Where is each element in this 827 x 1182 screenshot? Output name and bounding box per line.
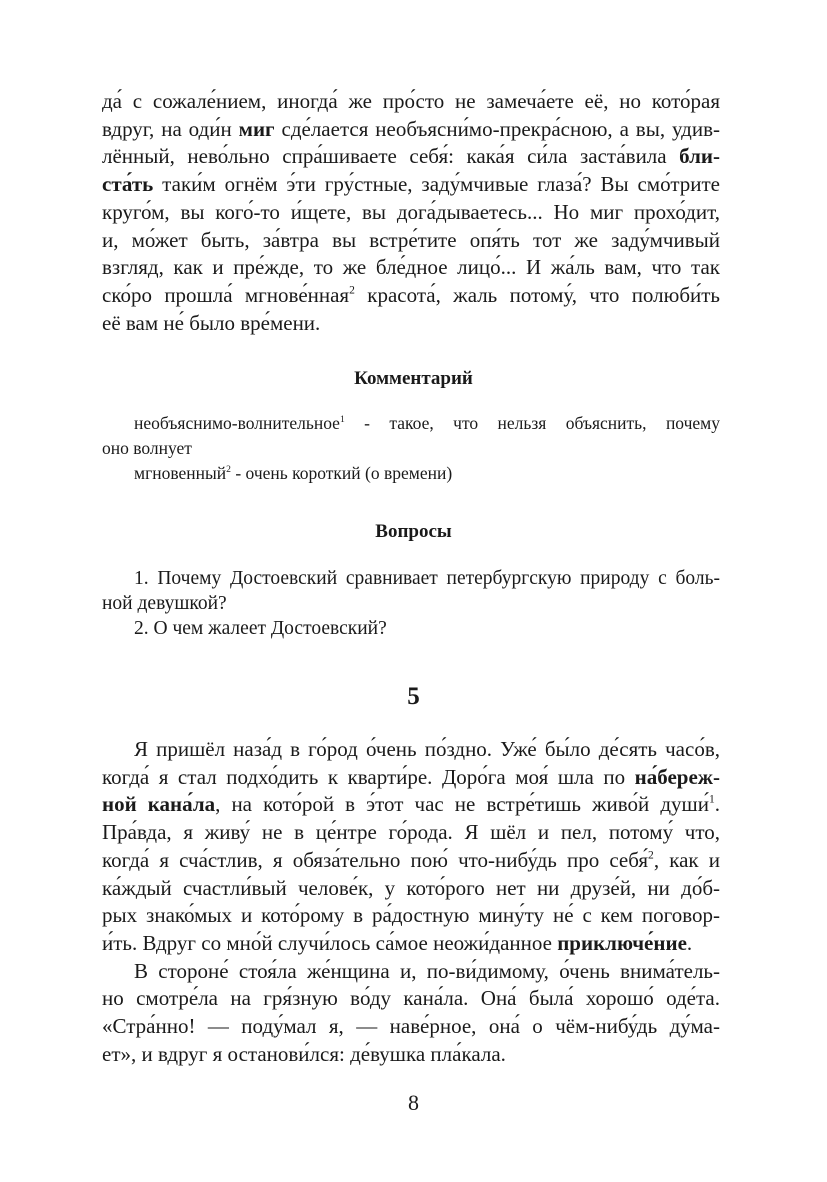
page-number: 8: [408, 1090, 419, 1115]
text-line: [102, 171, 720, 199]
text-run: , как и: [653, 847, 720, 872]
text-line: [102, 819, 720, 847]
text-line: [102, 847, 720, 875]
text-run: когда́ я стал подхо́дить к кварти́ре. Доро́га моя́ шла по: [102, 764, 635, 789]
footnote-mark: 2: [349, 284, 355, 297]
text-run: - такое, что нельзя объяснить, почему: [344, 413, 720, 433]
text-run: .: [714, 792, 720, 817]
text-run: , на кото́рой в э́тот час не встре́тишь живо́й души́: [215, 792, 709, 817]
text-run: таки́м огнём э́ти гру́стные, заду́мчивые глаза́? Вы смо́трите: [153, 172, 720, 197]
text-run: необъяснимо-волнительное: [134, 413, 340, 433]
text-run: круго́м, вы кого́-то и́щете, вы дога́дываетесь... Но миг прохо́дит,: [102, 199, 720, 224]
text-line: [102, 930, 720, 958]
text-run: взгляд, как и пре́жде, то же бле́дное лицо́... И жа́ль вам, что так: [102, 255, 720, 280]
text-line: [102, 591, 720, 616]
text-run: В стороне́ стоя́ла же́нщина и, по-ви́димому, о́чень внима́тель-: [134, 958, 720, 983]
footnote-mark: 1: [708, 793, 715, 806]
footnote-mark: 2: [226, 463, 231, 475]
questions-list: [102, 566, 720, 641]
bold-term: бли-: [679, 144, 720, 169]
text-line: [102, 116, 720, 144]
text-run: мгновенный: [134, 463, 227, 483]
text-run: .: [686, 930, 693, 955]
text-line: [102, 88, 720, 116]
text-line: [102, 310, 720, 338]
text-run: оно волнует: [102, 438, 192, 458]
text-run: 1. Почему Достоевский сравнивает петербургскую природу с боль-: [134, 568, 720, 589]
text-run: красота́, жаль потому́, что полюби́ть: [354, 282, 720, 307]
text-run: сде́лается необъясни́мо-прекра́сною, а вы, удив-: [274, 116, 720, 141]
text-line: [102, 902, 720, 930]
questions-heading: Вопросы: [375, 521, 452, 542]
text-run: Пра́вда, я живу́ не в це́нтре го́рода. Я шёл и пел, потому́ что,: [102, 820, 720, 845]
text-line: [102, 791, 720, 819]
text-line: [102, 1013, 720, 1041]
text-run: да́ с сожале́нием, иногда́ же про́сто не замеча́ете её, но кото́рая: [102, 89, 720, 113]
text-run: но смотре́ла на гря́зную во́ду кана́ла. Она́ была́ хорошо́ оде́та.: [102, 986, 720, 1011]
text-run: «Стра́нно! — поду́мал я, — наве́рное, она́ о чём-нибу́дь ду́ма-: [102, 1014, 720, 1039]
comments-list: [102, 411, 720, 486]
text-run: её вам не́ было вре́мени.: [102, 310, 321, 335]
text-line: [102, 1041, 720, 1069]
footnote-mark: 1: [339, 413, 345, 425]
text-line: [102, 985, 720, 1013]
text-line: [102, 875, 720, 903]
text-line: [102, 566, 720, 591]
bold-term: на́береж-: [634, 764, 720, 789]
text-line: [102, 282, 720, 310]
text-run: ет», и вдруг я останови́лся: де́вушка пла́кала.: [102, 1041, 506, 1066]
text-run: когда́ я сча́стлив, я обяза́тельно пою́ что-нибу́дь про себя́: [102, 847, 649, 872]
text-line: [102, 616, 720, 641]
text-line: [102, 254, 720, 282]
text-run: ка́ждый счастли́вый челове́к, у кото́рого нет ни друзе́й, ни до́б-: [102, 875, 720, 900]
bold-term: приключе́ние: [557, 930, 687, 955]
text-line: [102, 411, 720, 436]
text-run: рых знако́мых и кото́рому в ра́достную мину́ту не́ с кем поговор-: [102, 903, 720, 928]
text-run: ной девушкой?: [102, 593, 227, 614]
bold-term: ной кана́ла: [102, 792, 216, 817]
text-line: [102, 436, 720, 461]
text-run: 2. О чем жалеет Достоевский?: [134, 618, 387, 639]
bold-term: ста́ть: [102, 172, 154, 197]
comment-heading: Комментарий: [354, 368, 473, 389]
text-run: Я пришёл наза́д в го́род о́чень по́здно. Уже́ бы́ло де́сять часо́в,: [134, 737, 720, 761]
text-line: [102, 199, 720, 227]
bold-term: миг: [238, 116, 275, 141]
text-line: [102, 736, 720, 764]
text-line: [102, 143, 720, 171]
footnote-mark: 2: [648, 849, 654, 862]
text-run: ско́ро прошла́ мгнове́нная: [102, 282, 350, 307]
text-block-1: [102, 88, 720, 337]
text-run: вдруг, на оди́н: [102, 116, 239, 141]
text-line: [102, 461, 720, 486]
text-line: [102, 958, 720, 986]
text-run: и́ть. Вдруг со мно́й случи́лось са́мое неожи́данное: [102, 930, 558, 955]
chapter-number: 5: [407, 683, 420, 710]
text-run: и, мо́жет быть, за́втра вы встре́тите опя́ть тот же заду́мчивый: [102, 227, 720, 252]
text-block-2: [102, 736, 720, 1068]
text-run: лённый, нево́льно спра́шиваете себя́: кака́я си́ла заста́вила: [102, 144, 680, 169]
text-run: - очень короткий (о времени): [230, 463, 453, 483]
text-line: [102, 764, 720, 792]
text-line: [102, 227, 720, 255]
